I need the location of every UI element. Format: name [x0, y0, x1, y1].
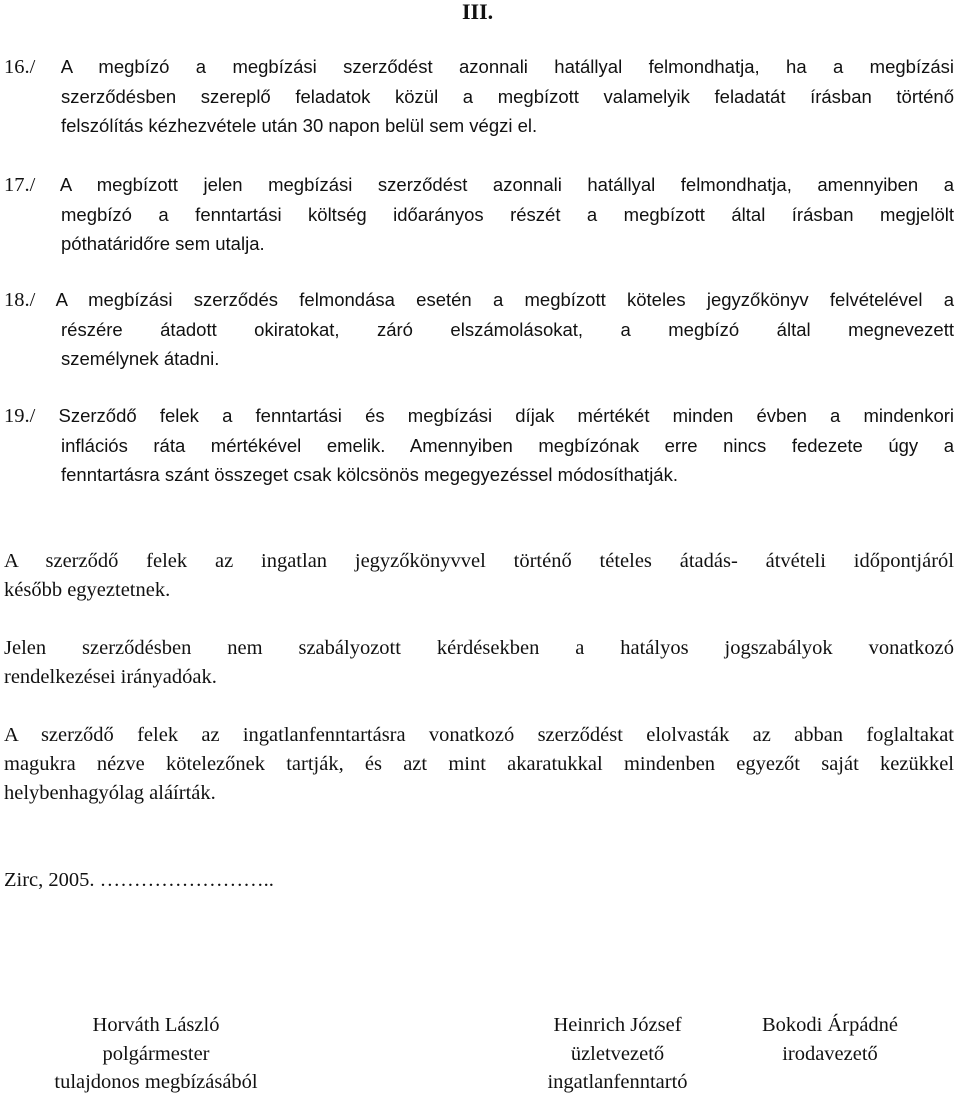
paragraph-signing	[4, 721, 954, 808]
clause-19-line-1: 19./ Szerződő felek a fenntartási és megbízási díjak mértékét minden évben a mindenkori	[4, 405, 955, 427]
paragraph-handover	[4, 547, 954, 605]
signatory-1-name: Horváth László	[92, 1014, 220, 1036]
clause-18-line-3: személynek átadni.	[61, 348, 220, 369]
signatory-2	[520, 1011, 715, 1097]
signatory-1-title: polgármester	[102, 1042, 210, 1065]
clause-18	[4, 285, 954, 373]
clause-19-number: 19./	[4, 405, 36, 427]
signatory-3	[735, 1011, 925, 1068]
clause-16-line-3: felszólítás kézhezvétele után 30 napon belül sem végzi el.	[61, 115, 538, 136]
paragraph-governing-law	[4, 634, 954, 692]
signatory-3-title: irodavezető	[782, 1042, 878, 1065]
clause-16-line-2: szerződésben szereplő feladatok közül a megbízott valamelyik feladatát írásban történő	[61, 86, 954, 107]
clause-18-line-2: részére átadott okiratokat, záró elszámolásokat, a megbízó által megnevezett	[61, 319, 954, 340]
paragraph-signing-line-2: magukra nézve kötelezőnek tartják, és azt mint akaratukkal mindenben egyezőt saját kezükkel	[4, 753, 954, 775]
clause-18-number: 18./	[4, 289, 36, 311]
clause-18-line-1: 18./ A megbízási szerződés felmondása esetén a megbízott köteles jegyzőkönyv felvételével a	[4, 289, 954, 311]
paragraph-signing-line-3: helybenhagyólag aláírták.	[4, 782, 216, 804]
signatory-3-name: Bokodi Árpádné	[761, 1014, 899, 1036]
paragraph-handover-line-1: A szerződő felek az ingatlan jegyzőkönyvvel történő tételes átadás- átvételi időpontjáról	[4, 550, 954, 572]
place-and-date: Zirc, 2005. ……………………..	[4, 869, 274, 891]
clause-16-number: 16./	[4, 56, 36, 78]
clause-17-line-1: 17./ A megbízott jelen megbízási szerződést azonnali hatállyal felmondhatja, amennyiben a	[4, 174, 954, 196]
clause-17-number: 17./	[4, 174, 36, 196]
clause-16-line-1: 16./ A megbízó a megbízási szerződést azonnali hatállyal felmondhatja, ha a megbízási	[4, 56, 954, 78]
clause-16	[4, 52, 954, 140]
paragraph-signing-line-1: A szerződő felek az ingatlanfenntartásra vonatkozó szerződést elolvasták az abban foglaltakat	[4, 724, 954, 746]
clause-19-line-2: inflációs ráta mértékével emelik. Amennyiben megbízónak erre nincs fedezete úgy a	[61, 435, 954, 456]
section-heading: III.	[462, 0, 494, 24]
signatory-1-role: tulajdonos megbízásából	[54, 1071, 258, 1093]
signatory-2-name: Heinrich József	[553, 1014, 682, 1036]
paragraph-handover-line-2: később egyeztetnek.	[4, 579, 171, 601]
clause-17-line-3: póthatáridőre sem utalja.	[61, 233, 265, 254]
signatory-2-role: ingatlanfenntartó	[547, 1071, 688, 1093]
clause-17	[4, 170, 954, 258]
clause-19-line-3: fenntartásra szánt összeget csak kölcsönös megegyezéssel módosíthatják.	[61, 464, 678, 485]
clause-17-line-2: megbízó a fenntartási költség időarányos részét a megbízott által írásban megjelölt	[61, 204, 954, 225]
signatory-2-title: üzletvezető	[570, 1042, 665, 1065]
paragraph-governing-law-line-2: rendelkezései irányadóak.	[4, 666, 217, 688]
signatory-1	[36, 1011, 276, 1097]
clause-19	[4, 401, 954, 489]
paragraph-governing-law-line-1: Jelen szerződésben nem szabályozott kérdésekben a hatályos jogszabályok vonatkozó	[4, 637, 954, 659]
